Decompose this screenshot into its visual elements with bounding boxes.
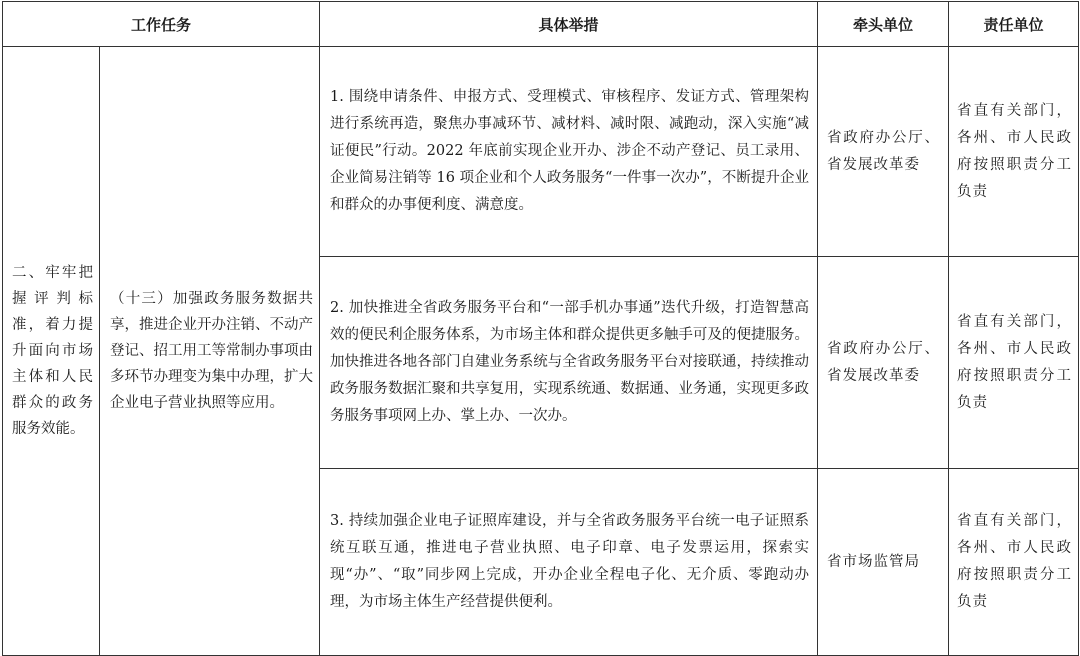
measure-cell: 2. 加快推进全省政务服务平台和“一部手机办事通”迭代升级，打造智慧高效的便民利企服务体系，为市场主体和群众提供更多触手可及的便捷服务。加快推进各地各部门自建业务系统与全省政务服务平台对接联通，持续推动政务服务数据汇聚和共享复用，实现系统通、数据通、业务通，实现更多政务服务事项网上办、掌上办、一次办。 xyxy=(320,257,818,469)
subtask-cell: （十三）加强政务服务数据共享，推进企业开办注销、不动产登记、招工用工等常制办事项由多环节办理变为集中办理，扩大企业电子营业执照等应用。 xyxy=(100,47,320,656)
lead-unit-cell: 省政府办公厅、省发展改革委 xyxy=(818,47,949,257)
task-cell: 二、牢牢把握评判标准，着力提升面向市场主体和人民群众的政务服务效能。 xyxy=(3,47,100,656)
header-task: 工作任务 xyxy=(3,2,320,47)
table-row xyxy=(3,47,1079,257)
measure-cell: 1. 围绕申请条件、申报方式、受理模式、审核程序、发证方式、管理架构进行系统再造，聚焦办事减环节、减材料、减时限、减跑动，深入实施“减证便民”行动。2022 年底前实现企业开办、涉企不动产登记、员工录用、企业简易注销等 16 项企业和个人政务服务“一件事一次办”，不断提升企业和群众的办事便利度、满意度。 xyxy=(320,47,818,257)
header-measures: 具体举措 xyxy=(320,2,818,47)
header-lead-unit: 牵头单位 xyxy=(818,2,949,47)
responsible-unit-cell: 省直有关部门，各州、市人民政府按照职责分工负责 xyxy=(949,257,1079,469)
lead-unit-cell: 省政府办公厅、省发展改革委 xyxy=(818,257,949,469)
responsible-unit-cell: 省直有关部门，各州、市人民政府按照职责分工负责 xyxy=(949,469,1079,656)
header-row xyxy=(3,2,1079,47)
measure-cell: 3. 持续加强企业电子证照库建设，并与全省政务服务平台统一电子证照系统互联互通，推进电子营业执照、电子印章、电子发票运用，探索实现“办”、“取”同步网上完成，开办企业全程电子化、无介质、零跑动办理，为市场主体生产经营提供便利。 xyxy=(320,469,818,656)
header-responsible-unit: 责任单位 xyxy=(949,2,1079,47)
lead-unit-cell: 省市场监管局 xyxy=(818,469,949,656)
policy-table xyxy=(2,1,1079,656)
responsible-unit-cell: 省直有关部门，各州、市人民政府按照职责分工负责 xyxy=(949,47,1079,257)
